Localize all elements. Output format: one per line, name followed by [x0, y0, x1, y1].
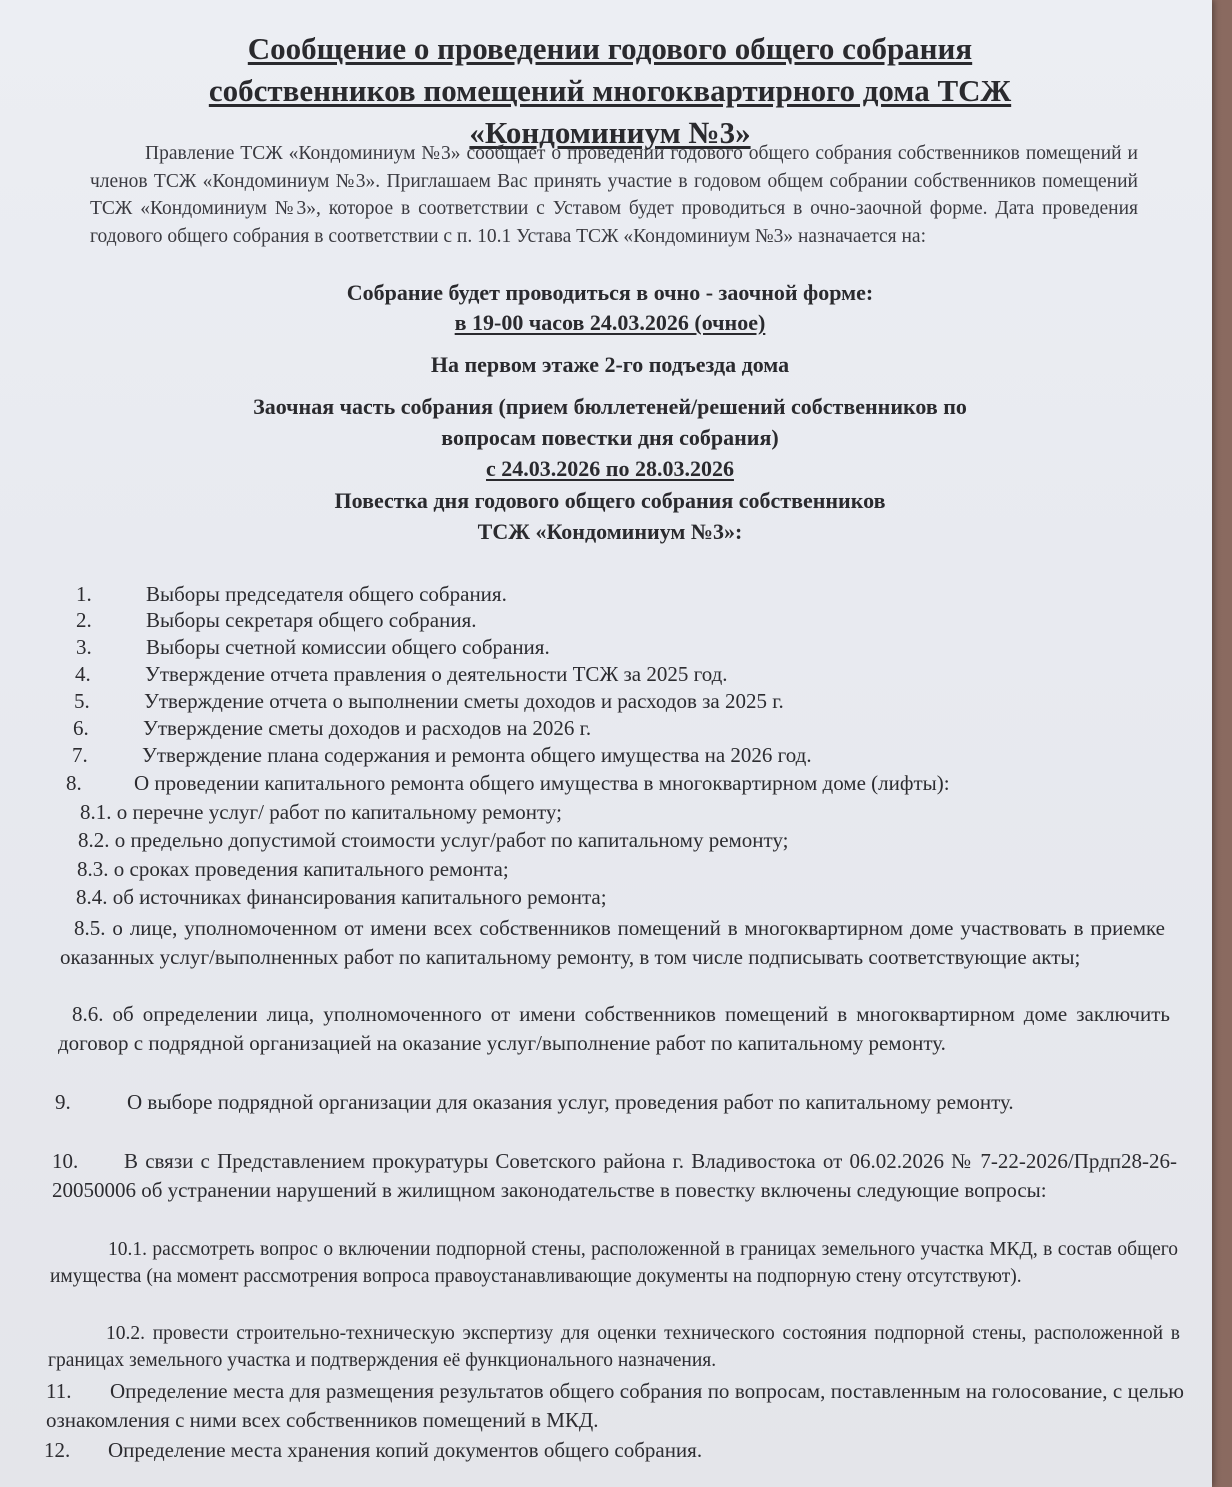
agenda-title-2: ТСЖ «Кондоминиум №3»: [477, 519, 743, 544]
agenda-item-10: 10. В связи с Представлением прокуратуры Советского района г. Владивостока от 06.02.2026 № 7-22-2026/Прдп28-26-20050006 об устранении нарушений в жилищном законодательстве в повестку включены следующие вопросы: [52, 1149, 1177, 1202]
time-line: в 19-00 часов 24.03.2026 (очное) [454, 310, 766, 335]
title-line-3: «Кондоминиум №3» [469, 115, 751, 150]
notice-title [100, 28, 1120, 154]
agenda-item: 1. Выборы председателя общего собрания. [76, 582, 507, 606]
agenda-item-9: 9. О выборе подрядной организации для оказания услуг, проведения работ по капитальному ремонту. [55, 1090, 1014, 1114]
title-line-1: Сообщение о проведении годового общего собрания [247, 31, 973, 66]
agenda-item: 3. Выборы счетной комиссии общего собрания. [76, 635, 550, 659]
sub-item-8-3: 8.3. о сроках проведения капитального ремонта; [77, 857, 509, 881]
form-line: Собрание будет проводиться в очно - заочной форме: [346, 280, 874, 305]
sub-item-8-1: 8.1. о перечне услуг/ работ по капитальному ремонту; [80, 800, 562, 824]
agenda-item: 6. Утверждение сметы доходов и расходов на 2026 г. [73, 716, 592, 740]
absentee-line-1: Заочная часть собрания (прием бюллетеней/решений собственников по [253, 394, 967, 419]
sub-item-8-2: 8.2. о предельно допустимой стоимости услуг/работ по капитальному ремонту; [78, 828, 789, 852]
sub-item-8-6: 8.6. об определении лица, уполномоченного от имени собственников помещений в многоквартирном доме заключить договор с подрядной организацией на оказание услуг/выполнение работ по капитальному ремонту. [58, 1002, 1170, 1055]
place-line: На первом этаже 2-го подъезда дома [430, 352, 790, 377]
agenda-item-11: 11. Определение места для размещения результатов общего собрания по вопросам, поставленным на голосование, с целью ознакомления с ними всех собственников помещений в МКД. [46, 1379, 1184, 1432]
title-line-2: собственников помещений многоквартирного дома ТСЖ [208, 73, 1012, 108]
intro-paragraph: Правление ТСЖ «Кондоминиум №3» сообщает о проведении годового общего собрания собственников помещений и членов ТСЖ «Кондоминиум №3». Приглашаем Вас принять участие в годовом общем собрании собственников помещений ТСЖ «Кондоминиум №3», которое в соответствии с Уставом будет проводиться в очно-заочной форме. Дата проведения годового общего собрания в соответствии с п. 10.1 Устава ТСЖ «Кондоминиум №3» назначается на: [90, 143, 1138, 247]
agenda-item: 5. Утверждение отчета о выполнении сметы доходов и расходов за 2025 г. [74, 689, 784, 713]
sub-item-10-1: 10.1. рассмотреть вопрос о включении подпорной стены, расположенной в границах земельного участка МКД, в состав общего имущества (на момент рассмотрения вопроса правоустанавливающие документы на подпорную стену отсутствуют). [50, 1239, 1178, 1287]
sub-item-8-5: 8.5. о лице, уполномоченном от имени всех собственников помещений в многоквартирном доме участвовать в приемке оказанных услуг/выполненных работ по капитальному ремонту, в том числе подписывать соответствующие акты; [60, 916, 1165, 969]
agenda-item: 4. Утверждение отчета правления о деятельности ТСЖ за 2025 год. [75, 662, 728, 686]
agenda-item: 7. Утверждение плана содержания и ремонта общего имущества на 2026 год. [72, 743, 812, 767]
sub-item-8-4: 8.4. об источниках финансирования капитального ремонта; [76, 885, 607, 909]
agenda-item: 2. Выборы секретаря общего собрания. [76, 608, 477, 632]
sub-item-10-2: 10.2. провести строительно-техническую экспертизу для оценки технического состояния подпорной стены, расположенной в границах земельного участка и подтверждения её функционального назначения. [48, 1323, 1180, 1371]
agenda-title-1: Повестка дня годового общего собрания собственников [334, 488, 886, 513]
agenda-item: 8. О проведении капитального ремонта общего имущества в многоквартирном доме (лифты): [66, 771, 950, 795]
agenda-item-12: 12. Определение места хранения копий документов общего собрания. [44, 1438, 703, 1462]
absentee-line-2: вопросам повестки дня собрания) [441, 425, 779, 450]
absentee-dates: с 24.03.2026 по 28.03.2026 [486, 456, 734, 481]
